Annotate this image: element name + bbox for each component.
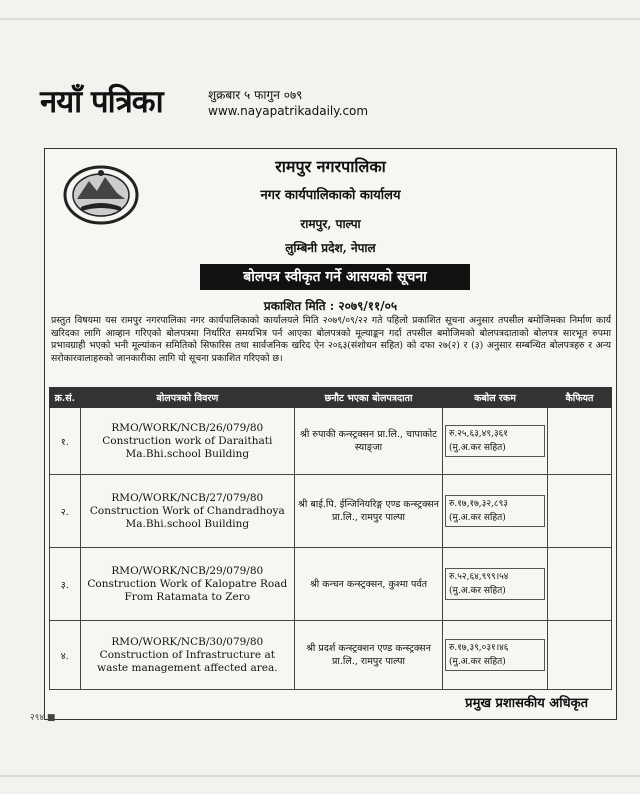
- bid-description: [80, 621, 295, 690]
- bidder-name: श्री बाई.पि. ईन्जिनियरिङ्ग एण्ड कन्स्ट्रक्सन प्रा.लि., रामपुर पाल्पा: [295, 475, 443, 548]
- tender-notice: [44, 148, 617, 720]
- table-row: [50, 408, 612, 475]
- bid-amount: [442, 548, 547, 621]
- newspaper-name: नयाँ पत्रिका: [40, 84, 163, 120]
- signatory: प्रमुख प्रशासकीय अधिकृत: [465, 696, 588, 711]
- amount-value: रु.५२,६४,९९९।५४: [448, 572, 509, 582]
- amount-value: रु.१७,३९,०३१।४६: [448, 643, 509, 653]
- bid-table: [49, 387, 612, 690]
- amount-value: रु.१७,१७,३२,८९३: [448, 499, 508, 509]
- bid-work: Construction of Infrastructure at waste management affected area.: [97, 648, 278, 674]
- bid-code: RMO/WORK/NCB/27/079/80: [111, 491, 264, 504]
- bidder-name: श्री कन्चन कन्स्ट्रक्सन, कुश्मा पर्वत: [295, 548, 443, 621]
- bid-amount: [442, 408, 547, 475]
- office-name: नगर कार्यपालिकाको कार्यालय: [260, 188, 401, 203]
- row-number: १.: [50, 408, 81, 475]
- bidder-name: श्री रुपाकी कन्स्ट्रक्सन प्रा.लि., चापाकोट स्याङ्जा: [295, 408, 443, 475]
- publish-date: प्रकाशित मिति : २०७९/११/०५: [263, 299, 398, 313]
- bidder-name: श्री प्रदर्श कन्स्ट्रक्शन एण्ड कन्स्ट्रक्सन प्रा.लि., रामपुर पाल्पा: [295, 621, 443, 690]
- bid-work: Construction Work of Kalopatre Road From Ratamata to Zero: [87, 577, 288, 603]
- page-fold: [0, 775, 640, 777]
- row-number: २.: [50, 475, 81, 548]
- bid-code: RMO/WORK/NCB/30/079/80: [111, 635, 264, 648]
- amount-tax-note: (मु.अ.कर सहित): [448, 513, 506, 523]
- table-row: [50, 548, 612, 621]
- notice-title: बोलपत्र स्वीकृत गर्ने आसयको सूचना: [200, 264, 470, 290]
- bid-amount: [442, 621, 547, 690]
- bid-work: Construction Work of Chandradhoya Ma.Bhi.school Building: [89, 504, 285, 530]
- column-header: कबोल रकम: [442, 388, 547, 408]
- amount-tax-note: (मु.अ.कर सहित): [448, 443, 506, 453]
- newspaper-url[interactable]: www.nayapatrikadaily.com: [208, 104, 369, 118]
- remarks-cell: [547, 548, 611, 621]
- table-row: [50, 621, 612, 690]
- column-header: बोलपत्रको विवरण: [80, 388, 295, 408]
- table-row: [50, 475, 612, 548]
- remarks-cell: [547, 475, 611, 548]
- province-name: लुम्बिनी प्रदेश, नेपाल: [285, 241, 376, 255]
- amount-tax-note: (मु.अ.कर सहित): [448, 586, 506, 596]
- bid-code: RMO/WORK/NCB/26/079/80: [111, 421, 264, 434]
- bid-amount: [442, 475, 547, 548]
- bid-work: Construction work of Daraithati Ma.Bhi.school Building: [102, 434, 273, 460]
- amount-value: रु.२५,६३,४९,३६१: [448, 429, 508, 439]
- office-location: रामपुर, पाल्पा: [300, 217, 361, 231]
- bid-description: [80, 475, 295, 548]
- column-header: कैफियत: [547, 388, 611, 408]
- footer-mark: २९४ ■: [30, 713, 56, 723]
- row-number: ४.: [50, 621, 81, 690]
- row-number: ३.: [50, 548, 81, 621]
- page-fold: [0, 18, 640, 20]
- amount-tax-note: (मु.अ.कर सहित): [448, 657, 506, 667]
- municipality-name: रामपुर नगरपालिका: [275, 157, 386, 176]
- newspaper-date: शुक्रबार ५ फागुन ०७९: [208, 88, 303, 102]
- column-header: छनौट भएका बोलपत्रदाता: [295, 388, 443, 408]
- masthead: [40, 80, 600, 128]
- remarks-cell: [547, 408, 611, 475]
- bid-description: [80, 408, 295, 475]
- table-header-row: [50, 388, 612, 408]
- notice-body: प्रस्तुत विषयमा यस रामपुर नगरपालिका नगर कार्यपालिकाको कार्यालयले मिति २०७९/०९/२२ गते पहिलो प्रकाशित सूचना अनुसार तपसील बमोजिमका निर्माण कार्य खरिदका लागि आव्हान गरिएको बोलपत्रमा निर्धारित समयभित्र पर्न आएका बोलपत्रको मूल्याङ्कन गर्दा तपसील बमोजिमको बोलपत्रदाताको बोलपत्र सारभूत रुपमा प्रभावग्राही भएको भनी मूल्यांकन समितिको सिफारिस तथा सार्वजनिक खरिद ऐन २०६३(संशोधन सहित) को दफा २७(२) र (३) अनुसार सम्बन्धित बोलपत्रहरु र अन्य सरोकारवालाहरुको जानकारीका लागि यो सूचना प्रकाशित गरिएको छ।: [51, 315, 611, 364]
- column-header: क्र.सं.: [50, 388, 81, 408]
- bid-code: RMO/WORK/NCB/29/079/80: [111, 564, 264, 577]
- bid-description: [80, 548, 295, 621]
- remarks-cell: [547, 621, 611, 690]
